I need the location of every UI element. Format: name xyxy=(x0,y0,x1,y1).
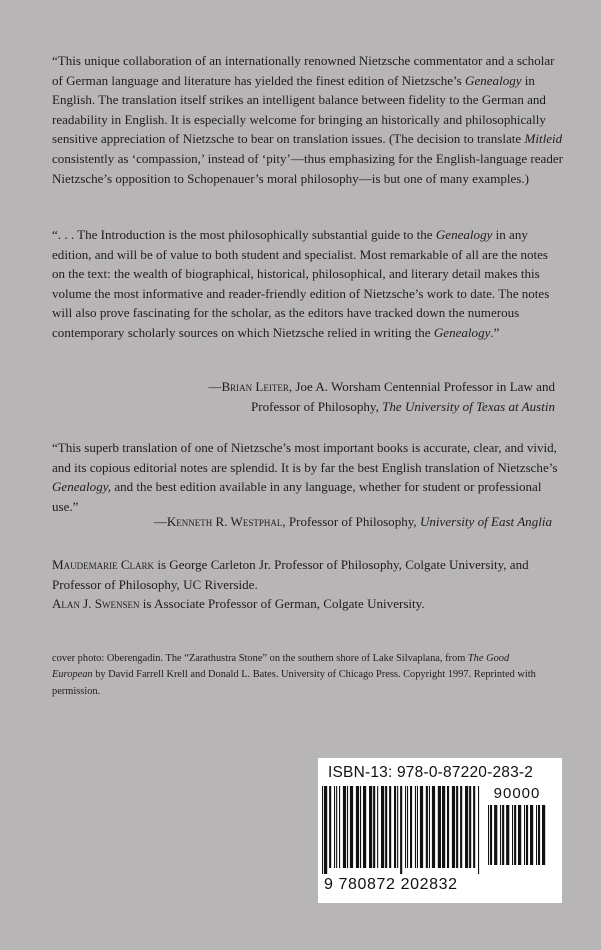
credit-book-title: The Good European xyxy=(52,653,510,681)
attribution-affiliation: University of East Anglia xyxy=(419,514,552,529)
barcode-bar xyxy=(500,805,501,865)
barcode-bar xyxy=(356,786,359,868)
barcode-bar xyxy=(518,805,521,865)
quote-1-italic-word: Mitleid xyxy=(524,131,563,147)
barcode-bar xyxy=(432,786,435,868)
quote-1-italic-title: Genealogy xyxy=(465,72,522,88)
quote-1-text-3: consistently as ‘compassion,’ instead of ‘pity’—thus emphasizing for the English-language reader Nietzsche’s opposition to Schopenauer’s moral philosophy—is but one of many examples.) xyxy=(52,150,563,186)
price-addon-number: 90000 xyxy=(493,785,541,802)
barcode-bar xyxy=(426,786,428,868)
quote-1 xyxy=(52,51,564,188)
author-bio-clark: is George Carleton Jr. Professor of Philosophy, Colgate University, and Professor of Philosophy, UC Riverside. xyxy=(52,557,529,592)
author-name-clark: Maudemarie Clark xyxy=(52,557,155,572)
quote-1-text-2: in English. The translation itself strikes an intelligent balance between fidelity to the German and readability in English. It is especially welcome for bringing an historically and philosophically sensitive appreciation of Nietzsche to bear on translation issues. (The decision to translate xyxy=(52,72,546,147)
barcode-bar xyxy=(322,786,323,874)
barcode-bar xyxy=(506,805,509,865)
barcode-bar xyxy=(502,805,504,865)
quote-3-text: “This superb translation of one of Nietzsche’s most important books is accurate, clear, and vivid, and its copious editorial notes are splendid. It is by far the best English translation of Nietzsche’s xyxy=(52,440,558,475)
barcode-bar xyxy=(526,805,528,865)
barcode-bar xyxy=(334,786,335,868)
barcode-bar xyxy=(420,786,423,868)
barcode-bar xyxy=(490,805,492,865)
author-name-swensen: Alan J. Swensen xyxy=(52,596,140,612)
barcode-bar xyxy=(447,786,449,868)
barcode-bar xyxy=(400,786,402,874)
attribution-name: Brian Leiter xyxy=(221,379,289,394)
quote-2-text-2: in any edition, and will be of value to both student and specialist. Most remarkable of all are the notes on the text: the wealth of biographical, historical, philosophical, and literary detail makes this volume the most informative and reader-friendly edition of Nietzsche’s work to date. The notes will also prove fascinating for the scholar, as the editors have tracked down the numerous contemporary scholarly sources on which Nietzsche relied in writing the xyxy=(52,227,550,340)
quote-2-text-3: .” xyxy=(490,324,500,340)
barcode-bar xyxy=(417,786,418,868)
barcode-bar xyxy=(385,786,387,868)
barcode-bar xyxy=(336,786,337,868)
price-addon-bars xyxy=(486,805,548,865)
author-bios xyxy=(52,555,564,614)
quote-3-text-2: and the best edition available in any language, whether for student or professional use.” xyxy=(52,479,542,514)
barcode-bar xyxy=(377,786,378,868)
barcode-bar xyxy=(469,786,471,868)
isbn-barcode xyxy=(318,758,562,903)
barcode-bar xyxy=(415,786,416,868)
barcode-bar xyxy=(363,786,366,868)
barcode-bar xyxy=(530,805,533,865)
barcode-bar xyxy=(389,786,391,868)
barcode-bar xyxy=(405,786,406,868)
quote-2-text: “. . . The Introduction is the most philosophically substantial guide to the xyxy=(52,227,436,242)
barcode-bar xyxy=(407,786,408,868)
quote-3 xyxy=(52,438,564,516)
barcode-bar xyxy=(512,805,513,865)
barcode-bar xyxy=(456,786,458,868)
barcode-bar xyxy=(542,805,545,865)
barcode-bar xyxy=(397,786,398,868)
barcode-bar xyxy=(343,786,346,868)
isbn-label: ISBN-13: 978-0-87220-283-2 xyxy=(328,764,534,781)
barcode-bar xyxy=(350,786,353,868)
barcode-bar xyxy=(442,786,445,868)
barcode-bar xyxy=(538,805,540,865)
ean13-barcode-bars xyxy=(320,786,482,874)
quote-3-italic-title: Genealogy, xyxy=(52,479,112,495)
attribution-westphal: —Kenneth R. Westphal, Professor of Philosophy, University of East Anglia xyxy=(153,514,552,529)
barcode-bar xyxy=(373,786,375,868)
barcode-bar xyxy=(324,786,327,874)
barcode-bar xyxy=(460,786,462,868)
barcode-bar xyxy=(452,786,455,868)
quote-1-text: “This unique collaboration of an internationally renowned Nietzsche commentator and a scholar of German language and literature has yielded the finest edition of Nietzsche’s xyxy=(52,53,555,88)
barcode-bar xyxy=(369,786,372,868)
author-bio-swensen: is Associate Professor of German, Colgate University. xyxy=(139,596,425,612)
barcode-bar xyxy=(410,786,412,868)
cover-photo-credit: cover photo: Oberengadin. The “Zarathustra Stone” on the southern shore of Lake Silvaplana, from The Good European by David Farrell Krell and Donald L. Bates. University of Chicago Press. Copyright 1997. Reprinted with permission. xyxy=(52,653,536,697)
quote-2 xyxy=(52,225,564,343)
barcode-bar xyxy=(381,786,384,868)
barcode-bar xyxy=(339,786,340,868)
barcode-bar xyxy=(524,805,525,865)
barcode-bar xyxy=(488,805,489,865)
barcode-bar xyxy=(329,786,331,868)
barcode-bar xyxy=(465,786,468,868)
barcode-bar xyxy=(478,786,479,874)
quote-2-italic-title-2: Genealogy xyxy=(433,324,491,340)
attribution-affiliation: The University of Texas at Austin xyxy=(382,398,555,414)
barcode-bar xyxy=(473,786,475,868)
barcode-bar xyxy=(514,805,516,865)
attribution-leiter: —Brian Leiter, Joe A. Worsham Centennial Professor in Law and Professor of Philosophy, The University of Texas at Austin xyxy=(208,379,555,414)
barcode-bar xyxy=(360,786,361,868)
barcode-digits: 9 780872 202832 xyxy=(324,876,458,893)
barcode-bar xyxy=(438,786,441,868)
barcode-bar xyxy=(494,805,497,865)
barcode-bar xyxy=(429,786,430,868)
quote-2-italic-title: Genealogy xyxy=(435,227,493,242)
barcode-bar xyxy=(394,786,396,868)
barcode-bar xyxy=(536,805,537,865)
barcode-bar xyxy=(347,786,348,868)
attribution-name: Kenneth R. Westphal xyxy=(166,514,283,529)
